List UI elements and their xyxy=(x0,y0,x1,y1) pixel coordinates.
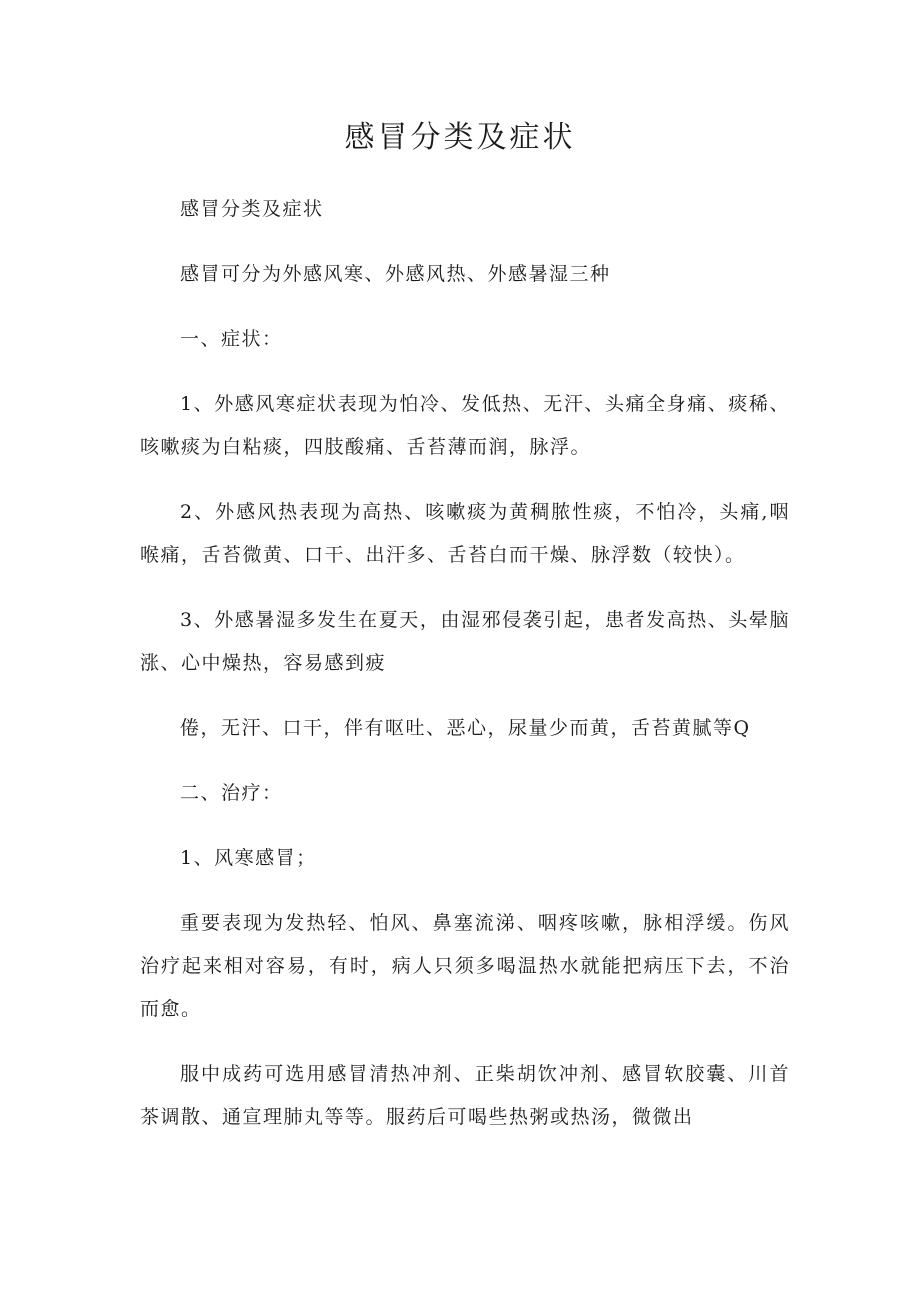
paragraph-summer-damp-symptoms: 3、外感暑湿多发生在夏天，由湿邪侵袭引起，患者发高热、头晕脑涨、心中燥热，容易感到疲 xyxy=(140,609,790,674)
paragraph-subtitle: 感冒分类及症状 xyxy=(180,198,324,220)
section-heading-symptoms: 一、症状： xyxy=(180,328,283,350)
section-heading-treatment: 二、治疗： xyxy=(180,782,283,804)
paragraph-wind-cold-treatment: 重要表现为发热轻、怕风、鼻塞流涕、咽疼咳嗽，脉相浮缓。伤风治疗起来相对容易，有时，病人只须多喝温热水就能把病压下去，不治而愈。 xyxy=(140,912,790,1020)
subheading-wind-cold: 1、风寒感冒； xyxy=(180,847,317,869)
paragraph-intro: 感冒可分为外感风寒、外感风热、外感暑湿三种 xyxy=(180,263,611,285)
document-body xyxy=(140,188,790,1161)
paragraph-wind-heat-symptoms: 2、外感风热表现为高热、咳嗽痰为黄稠脓性痰，不怕冷，头痛,咽喉痛，舌苔微黄、口干、出汗多、舌苔白而干燥、脉浮数（较快）。 xyxy=(140,501,790,566)
paragraph-wind-cold-symptoms: 1、外感风寒症状表现为怕冷、发低热、无汗、头痛全身痛、痰稀、咳嗽痰为白粘痰，四肢酸痛、舌苔薄而润，脉浮。 xyxy=(140,393,790,458)
paragraph-medication: 服中成药可选用感冒清热冲剂、正柴胡饮冲剂、感冒软胶囊、川首茶调散、通宣理肺丸等等。服药后可喝些热粥或热汤，微微出 xyxy=(140,1063,790,1128)
document-title: 感冒分类及症状 xyxy=(344,120,576,155)
paragraph-summer-damp-continued: 倦，无汗、口干，伴有呕吐、恶心，尿量少而黄，舌苔黄腻等Q xyxy=(180,717,751,739)
